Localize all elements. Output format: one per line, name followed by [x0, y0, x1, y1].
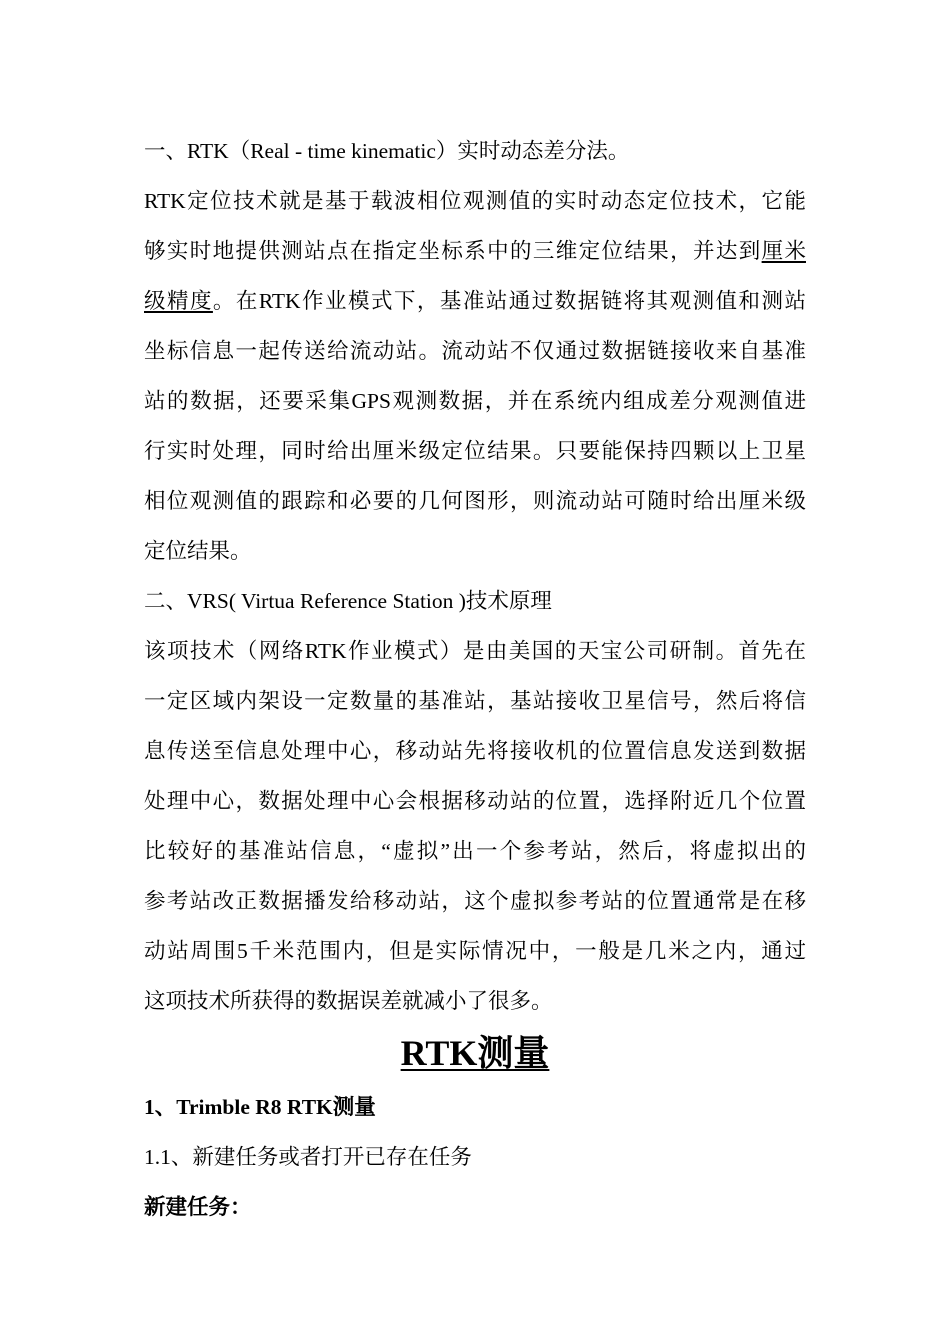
paragraph-text: 。在RTK作业模式下，基准站通过数据链将其观测值和测站	[212, 289, 806, 313]
precision-link[interactable]: 厘米	[761, 239, 806, 263]
rtk-item: 1.1、新建任务或者打开已存在任务	[144, 1145, 472, 1169]
section1-paragraph-line: 定位结果。	[144, 539, 252, 563]
section1-paragraph-line: 行实时处理，同时给出厘米级定位结果。只要能保持四颗以上卫星	[144, 439, 806, 463]
section1-paragraph-line: RTK定位技术就是基于载波相位观测值的实时动态定位技术，它能	[144, 189, 806, 213]
section1-heading: 一、RTK（Real - time kinematic）实时动态差分法。	[144, 139, 630, 163]
section2-paragraph-line: 处理中心，数据处理中心会根据移动站的位置，选择附近几个位置	[144, 789, 806, 813]
section2-paragraph-line: 参考站改正数据播发给移动站，这个虚拟参考站的位置通常是在移	[144, 889, 806, 913]
section1-paragraph-line	[144, 226, 806, 276]
section2-paragraph-line: 一定区域内架设一定数量的基准站，基站接收卫星信号，然后将信	[144, 689, 806, 713]
section2-heading: 二、VRS( Virtua Reference Station )技术原理	[144, 589, 552, 613]
rtk-label: 新建任务：	[144, 1195, 252, 1219]
paragraph-text: 够实时地提供测站点在指定坐标系中的三维定位结果，并达到	[144, 239, 762, 263]
section2-paragraph-line: 息传送至信息处理中心，移动站先将接收机的位置信息发送到数据	[144, 739, 806, 763]
section2-paragraph-line: 动站周围5千米范围内，但是实际情况中，一般是几米之内，通过	[144, 939, 806, 963]
section1-paragraph-line: 坐标信息一起传送给流动站。流动站不仅通过数据链接收来自基准	[144, 339, 806, 363]
document-body	[144, 126, 806, 1232]
section2-paragraph-line: 这项技术所获得的数据误差就减小了很多。	[144, 989, 553, 1013]
section2-paragraph-line: 比较好的基准站信息，“虚拟”出一个参考站，然后，将虚拟出的	[144, 839, 806, 863]
section2-paragraph-line: 该项技术（网络RTK作业模式）是由美国的天宝公司研制。首先在	[144, 639, 806, 663]
rtk-title-text: RTK测量	[400, 1033, 550, 1073]
section1-paragraph-line	[144, 276, 806, 326]
precision-link[interactable]: 级精度	[144, 289, 213, 313]
section1-paragraph-line: 站的数据，还要采集GPS观测数据，并在系统内组成差分观测值进	[144, 389, 806, 413]
rtk-title	[144, 1024, 806, 1082]
section1-paragraph-line: 相位观测值的跟踪和必要的几何图形，则流动站可随时给出厘米级	[144, 489, 806, 513]
rtk-subheading: 1、Trimble R8 RTK测量	[144, 1095, 376, 1119]
